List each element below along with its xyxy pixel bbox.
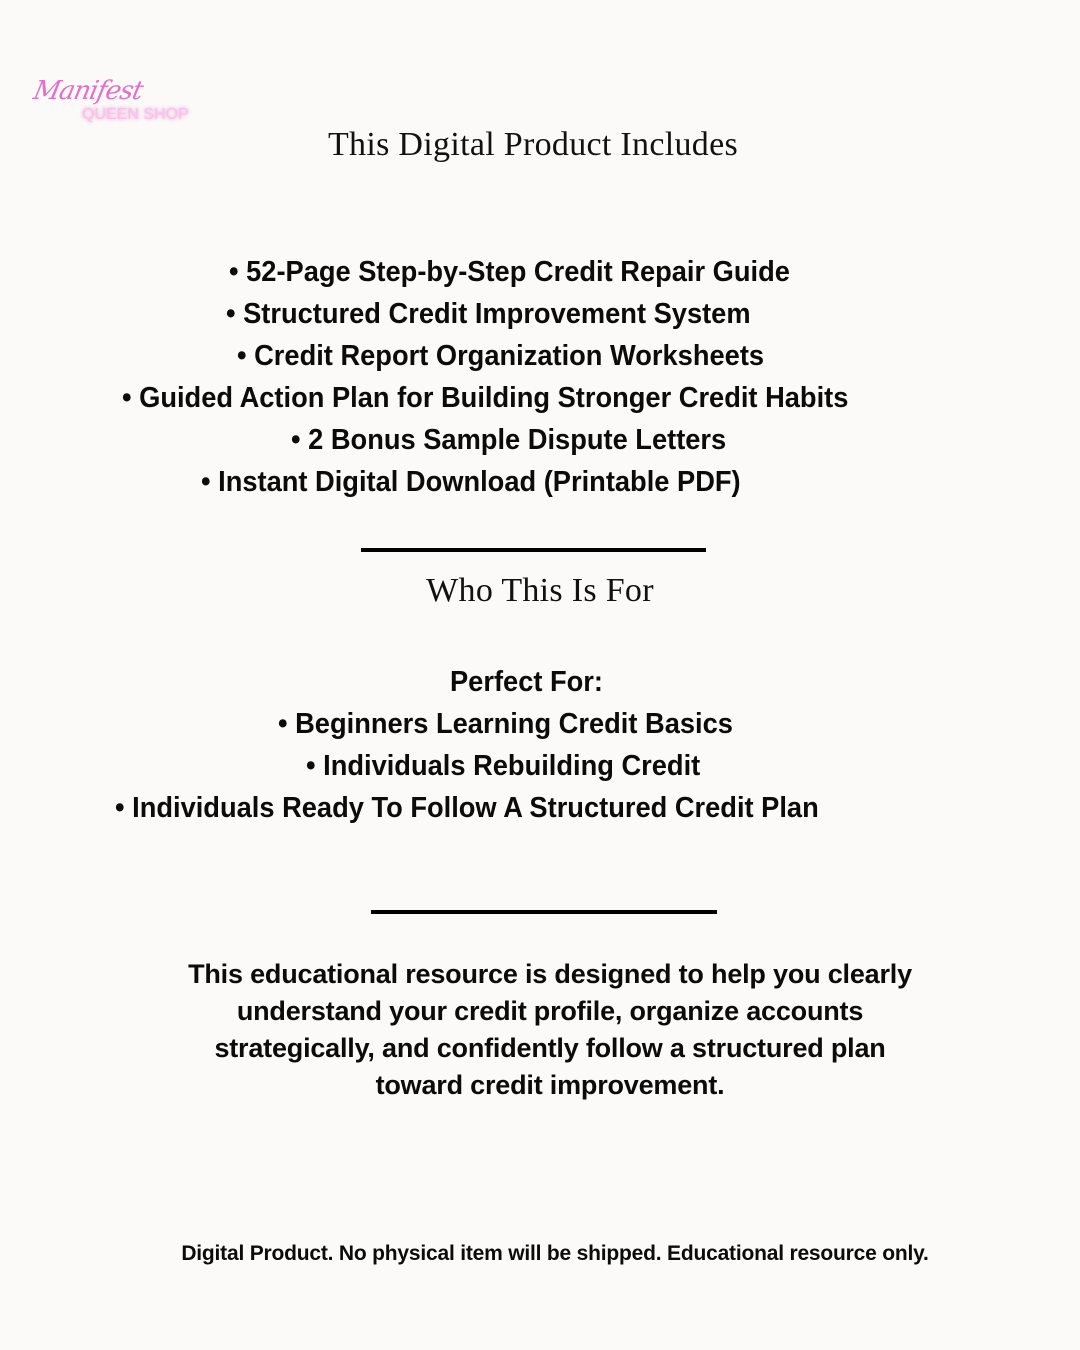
audience-heading: Who This Is For [426,572,654,609]
logo-script-text: Manifest [30,76,146,106]
includes-item: • Structured Credit Improvement System [226,298,751,330]
brand-logo [30,76,194,132]
includes-item: • Credit Report Organization Worksheets [237,340,765,372]
footer-disclaimer: Digital Product. No physical item will be shipped. Educational resource only. [181,1242,929,1265]
audience-subheading: Perfect For: [450,666,603,698]
description-line: understand your credit profile, organize accounts [236,996,864,1026]
description-paragraph [140,956,960,1104]
description-line: This educational resource is designed to help you clearly [188,959,912,989]
includes-item: • Instant Digital Download (Printable PDF) [201,466,741,498]
section-divider [361,548,706,552]
audience-item: • Beginners Learning Credit Basics [278,708,733,740]
description-line: toward credit improvement. [375,1070,725,1100]
logo-sub-text: QUEEN SHOP [82,106,189,123]
includes-heading: This Digital Product Includes [327,126,739,163]
audience-item: • Individuals Rebuilding Credit [306,750,701,782]
includes-item: • 2 Bonus Sample Dispute Letters [291,424,727,456]
description-line: strategically, and confidently follow a structured plan [214,1033,886,1063]
audience-item: • Individuals Ready To Follow A Structured Credit Plan [115,792,819,824]
includes-item: • Guided Action Plan for Building Stronger Credit Habits [122,382,849,414]
includes-item: • 52-Page Step-by-Step Credit Repair Guide [229,256,790,288]
section-divider [371,910,717,914]
